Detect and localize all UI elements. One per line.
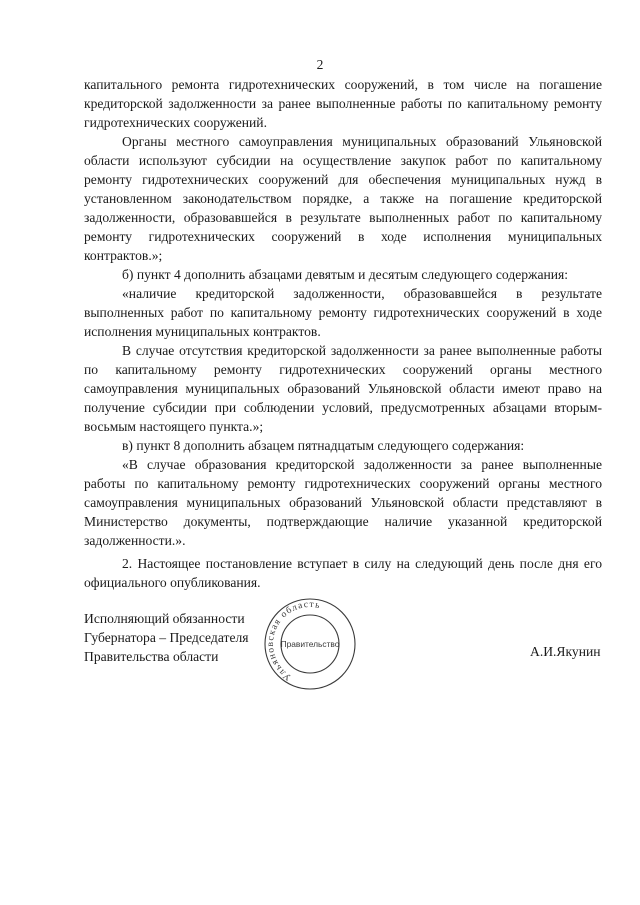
signatory-title <box>84 609 249 666</box>
page-number: 2 <box>316 57 324 72</box>
seal-center-text: Правительство <box>280 639 340 649</box>
signatory-title-line-2: Губернатора – Председателя <box>84 630 249 645</box>
signatory-name: А.И.Якунин <box>530 644 601 659</box>
paragraph: В случае отсутствия кредиторской задолженности за ранее выполненные работы по капитальному ремонту гидротехнических сооружений органы местного самоуправления муниципальных образований Ульяновской области имеют право на получение субсидии при соблюдении условий, предусмотренных абзацами вторым-восьмым настоящего пункта.»; <box>84 343 602 434</box>
document-body <box>84 75 602 592</box>
signatory-title-line-3: Правительства области <box>84 649 219 664</box>
paragraph: Органы местного самоуправления муниципальных образований Ульяновской области используют субсидии на осуществление закупок работ по капитальному ремонту гидротехнических сооружений для обеспечения муниципальных нужд в установленном законодательством порядке, а также на погашение кредиторской задолженности, образовавшейся в результате выполненных работ по капитальному ремонту гидротехнических сооружений в ходе исполнения муниципальных контрактов.»; <box>84 134 602 263</box>
paragraph: «В случае образования кредиторской задолженности за ранее выполненные работы по капитальному ремонту гидротехнических сооружений органы местного самоуправления муниципальных образований Ульяновской области представляют в Министерство документы, подтверждающие наличие указанной кредиторской задолженности.». <box>84 457 602 548</box>
paragraph: капитального ремонта гидротехнических сооружений, в том числе на погашение кредиторской задолженности за ранее выполненные работы по капитальному ремонту гидротехнических сооружений. <box>84 77 602 130</box>
paragraph: 2. Настоящее постановление вступает в силу на следующий день после дня его официального опубликования. <box>84 556 602 590</box>
official-seal-stamp <box>262 596 358 692</box>
signatory-title-line-1: Исполняющий обязанности <box>84 611 245 626</box>
paragraph: «наличие кредиторской задолженности, образовавшейся в результате выполненных работ по капитальному ремонту гидротехнических сооружений в ходе исполнения муниципальных контрактов. <box>84 286 602 339</box>
paragraph: в) пункт 8 дополнить абзацем пятнадцатым следующего содержания: <box>122 438 525 453</box>
paragraph: б) пункт 4 дополнить абзацами девятым и десятым следующего содержания: <box>122 267 569 282</box>
seal-ring-text: Ульяновская область <box>265 599 322 682</box>
